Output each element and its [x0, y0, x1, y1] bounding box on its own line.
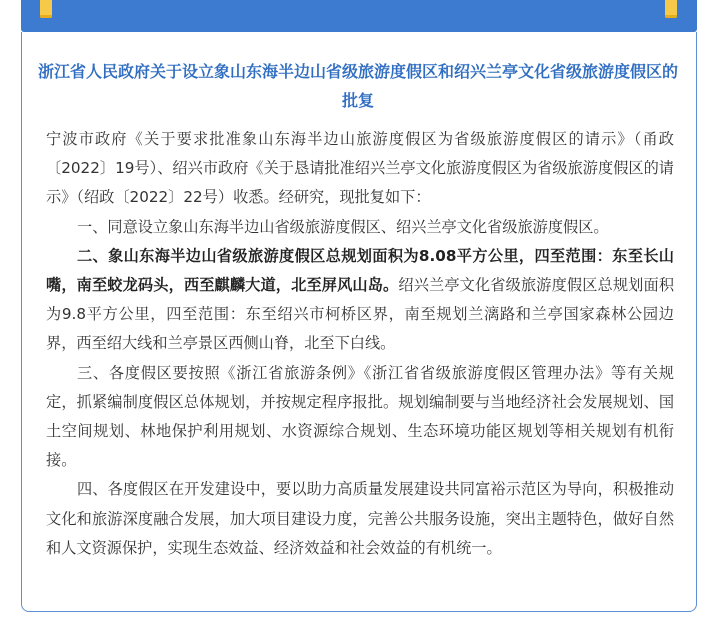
right-bookmark-tab [665, 0, 677, 18]
document-title: 浙江省人民政府关于设立象山东海半边山省级旅游度假区和绍兴兰亭文化省级旅游度假区的批复 [37, 62, 678, 110]
document-body [46, 125, 674, 563]
item-4-paragraph: 四、各度假区在开发建设中，要以助力高质量发展建设共同富裕示范区为导向，积极推动文化和旅游深度融合发展，加大项目建设力度，完善公共服务设施，突出主题特色，做好自然和人文资源保护，实现生态效益、经济效益和社会效益的有机统一。 [46, 480, 674, 557]
left-bookmark-tab [40, 0, 52, 18]
header-bar [21, 0, 697, 32]
item-2-paragraph [46, 242, 674, 359]
item-2-bold-text: 二、象山东海半边山省级旅游度假区总规划面积为8.08平方公里，四至范围：东至长山嘴，南至蛟龙码头，西至麒麟大道，北至屏风山岛。 [46, 246, 674, 295]
item-2-text: 绍兴兰亭文化省级旅游度假区总规划面积为9.8平方公里，四至范围：东至绍兴市柯桥区界，南至规划兰漓路和兰亭国家森林公园边界，西至绍大线和兰亭景区西侧山脊，北至下白线。 [46, 276, 675, 353]
item-1-paragraph: 一、同意设立象山东海半边山省级旅游度假区、绍兴兰亭文化省级旅游度假区。 [77, 217, 609, 236]
intro-paragraph: 宁波市政府《关于要求批准象山东海半边山旅游度假区为省级旅游度假区的请示》（甬政〔2022〕19号）、绍兴市政府《关于恳请批准绍兴兰亭文化旅游度假区为省级旅游度假区的请示》（绍政〔2022〕22号）收悉。经研究，现批复如下： [46, 130, 674, 207]
item-3-paragraph: 三、各度假区要按照《浙江省旅游条例》《浙江省省级旅游度假区管理办法》等有关规定，抓紧编制度假区总体规划，并按规定程序报批。规划编制要与当地经济社会发展规划、国土空间规划、林地保护利用规划、水资源综合规划、生态环境功能区规划等相关规划有机衔接。 [46, 363, 674, 470]
